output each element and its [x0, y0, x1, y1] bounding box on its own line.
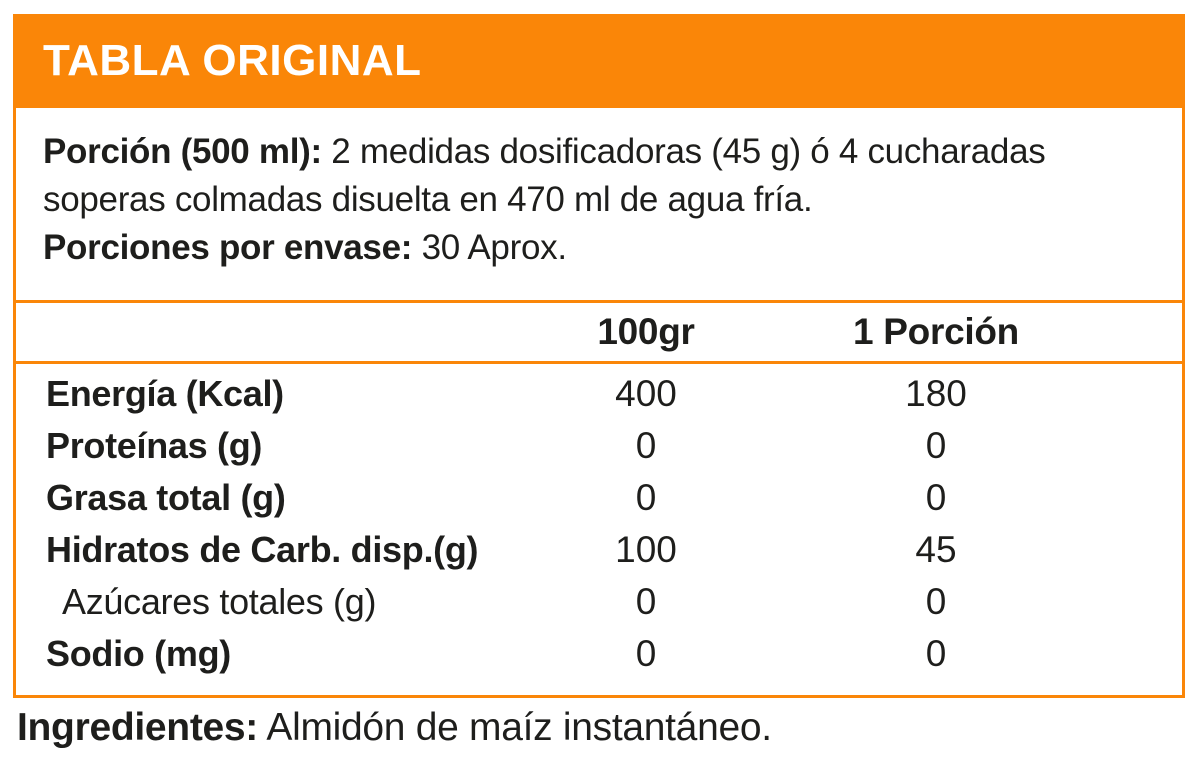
- row-label: Energía (Kcal): [46, 373, 284, 414]
- table-row-energy: [16, 368, 1182, 420]
- servings-per-container-value: 30 Aprox.: [421, 228, 567, 267]
- portion-line-2: [43, 176, 1162, 224]
- row-value-100g: 0: [635, 425, 657, 466]
- row-value-portion: 0: [925, 633, 947, 674]
- row-value-portion: 0: [925, 477, 947, 518]
- row-label: Azúcares totales (g): [62, 581, 377, 622]
- table-row-total-fat: [16, 472, 1182, 524]
- row-label: Hidratos de Carb. disp.(g): [46, 529, 479, 570]
- column-header-100g: 100gr: [597, 311, 695, 352]
- row-value-portion: 0: [925, 425, 947, 466]
- servings-per-container-label: Porciones por envase:: [43, 228, 413, 267]
- row-label: Proteínas (g): [46, 425, 263, 466]
- row-value-100g: 400: [615, 373, 677, 414]
- table-row-sodium: [16, 628, 1182, 680]
- row-value-portion: 45: [915, 529, 957, 570]
- ingredients-value: Almidón de maíz instantáneo.: [266, 706, 772, 749]
- portion-text-2: soperas colmadas disuelta en 470 ml de agua fría.: [43, 180, 813, 219]
- servings-per-container-line: [43, 224, 1162, 272]
- ingredients-label: Ingredientes:: [17, 706, 258, 749]
- column-header-portion: 1 Porción: [853, 311, 1019, 352]
- row-value-100g: 0: [635, 633, 657, 674]
- row-value-portion: 0: [925, 581, 947, 622]
- row-label: Sodio (mg): [46, 633, 231, 674]
- portion-label: Porción (500 ml):: [43, 132, 322, 171]
- table-title: TABLA ORIGINAL: [43, 36, 422, 85]
- ingredients-line: [17, 706, 772, 750]
- table-row-carbohydrates: [16, 524, 1182, 576]
- row-value-100g: 100: [615, 529, 677, 570]
- row-label: Grasa total (g): [46, 477, 286, 518]
- portion-text-1: 2 medidas dosificadoras (45 g) ó 4 cucharadas: [331, 132, 1046, 171]
- table-header-band: [13, 14, 1185, 108]
- column-header-row: [16, 303, 1182, 361]
- serving-info-section: [16, 108, 1182, 272]
- nutrition-rows: [16, 364, 1182, 680]
- row-value-portion: 180: [905, 373, 967, 414]
- table-row-protein: [16, 420, 1182, 472]
- row-value-100g: 0: [635, 477, 657, 518]
- table-row-total-sugars: [16, 576, 1182, 628]
- row-value-100g: 0: [635, 581, 657, 622]
- portion-line-1: [43, 128, 1162, 176]
- nutrition-table-box: [13, 14, 1185, 698]
